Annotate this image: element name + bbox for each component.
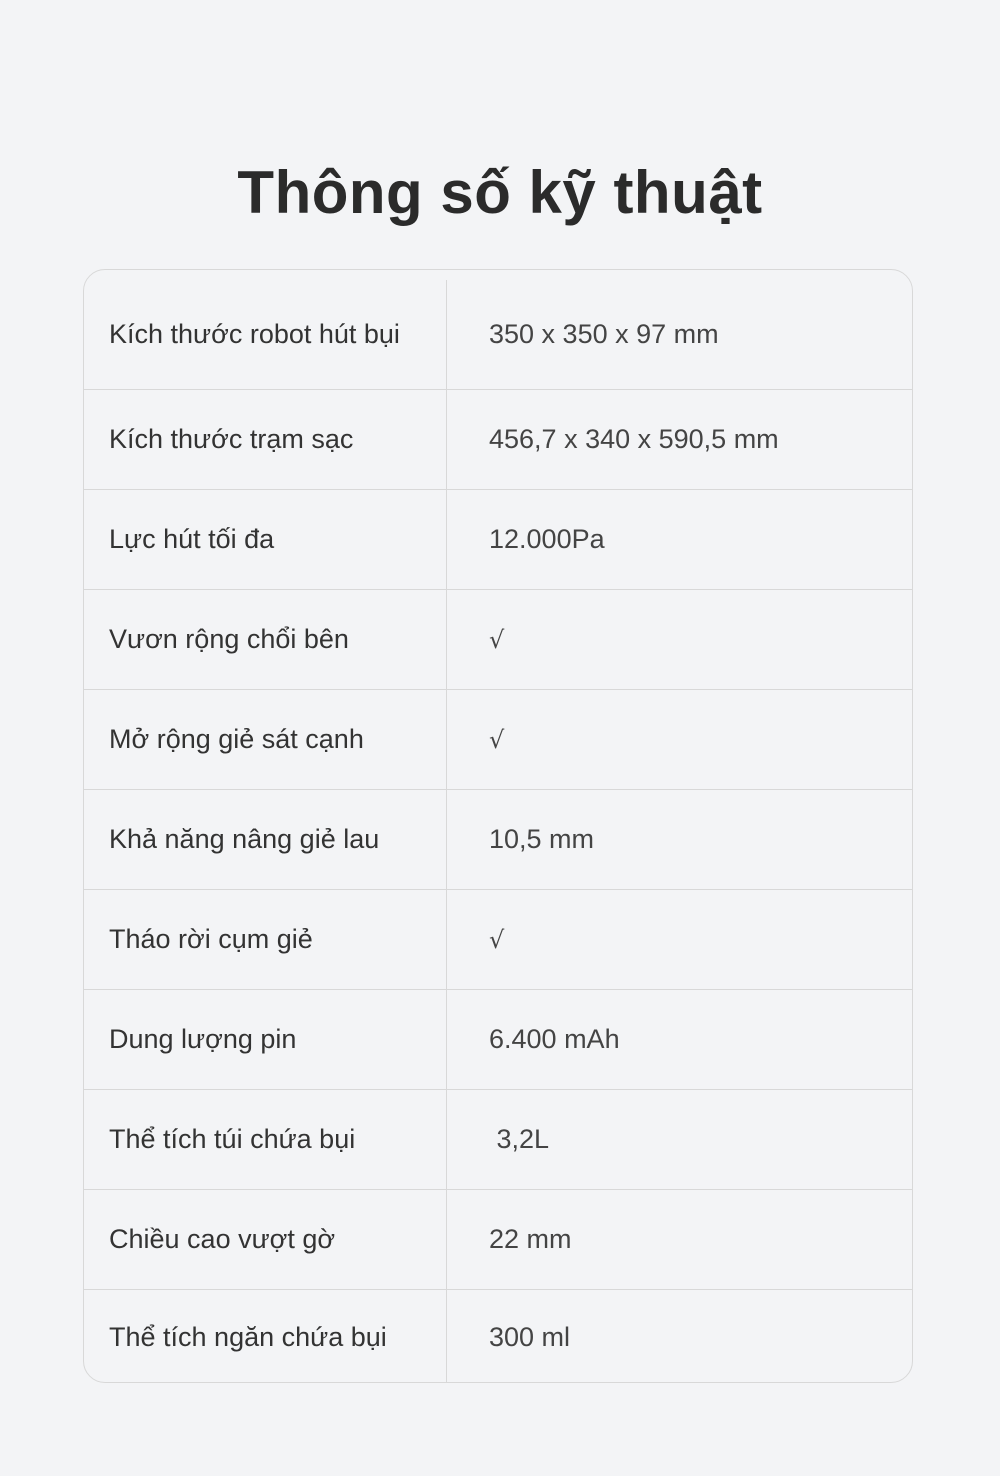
spec-label: Thể tích ngăn chứa bụi — [84, 1290, 447, 1383]
spec-value: 3,2L — [489, 1124, 550, 1154]
spec-value: 6.400 mAh — [489, 1024, 620, 1054]
spec-row-dust-bag — [84, 1090, 912, 1190]
page-title: Thông số kỹ thuật — [237, 159, 763, 227]
spec-label: Dung lượng pin — [84, 990, 447, 1089]
spec-label: Thể tích túi chứa bụi — [84, 1090, 447, 1189]
spec-row-mop-lift — [84, 790, 912, 890]
spec-row-edge-mop — [84, 690, 912, 790]
spec-value: 10,5 mm — [489, 824, 595, 854]
spec-row-suction — [84, 490, 912, 590]
spec-label: Vươn rộng chổi bên — [84, 590, 447, 689]
spec-label: Kích thước robot hút bụi — [84, 280, 447, 389]
spec-label: Kích thước trạm sạc — [84, 390, 447, 489]
spec-row-robot-size — [84, 270, 912, 390]
check-icon: √ — [489, 625, 505, 654]
spec-label: Lực hút tối đa — [84, 490, 447, 589]
spec-label: Chiều cao vượt gờ — [84, 1190, 447, 1289]
spec-row-battery — [84, 990, 912, 1090]
spec-label: Mở rộng giẻ sát cạnh — [84, 690, 447, 789]
spec-row-side-brush — [84, 590, 912, 690]
spec-value: 22 mm — [489, 1224, 572, 1254]
spec-value: 300 ml — [489, 1321, 571, 1352]
spec-row-station-size — [84, 390, 912, 490]
spec-label: Khả năng nâng giẻ lau — [84, 790, 447, 889]
spec-value: 12.000Pa — [489, 524, 605, 554]
check-icon: √ — [489, 925, 505, 954]
spec-table — [83, 269, 913, 1383]
spec-row-detachable-mop — [84, 890, 912, 990]
spec-row-dust-bin — [84, 1290, 912, 1383]
spec-row-obstacle-height — [84, 1190, 912, 1290]
spec-label: Tháo rời cụm giẻ — [84, 890, 447, 989]
check-icon: √ — [489, 725, 505, 754]
spec-value: 456,7 x 340 x 590,5 mm — [489, 424, 779, 454]
spec-value: 350 x 350 x 97 mm — [489, 319, 719, 349]
